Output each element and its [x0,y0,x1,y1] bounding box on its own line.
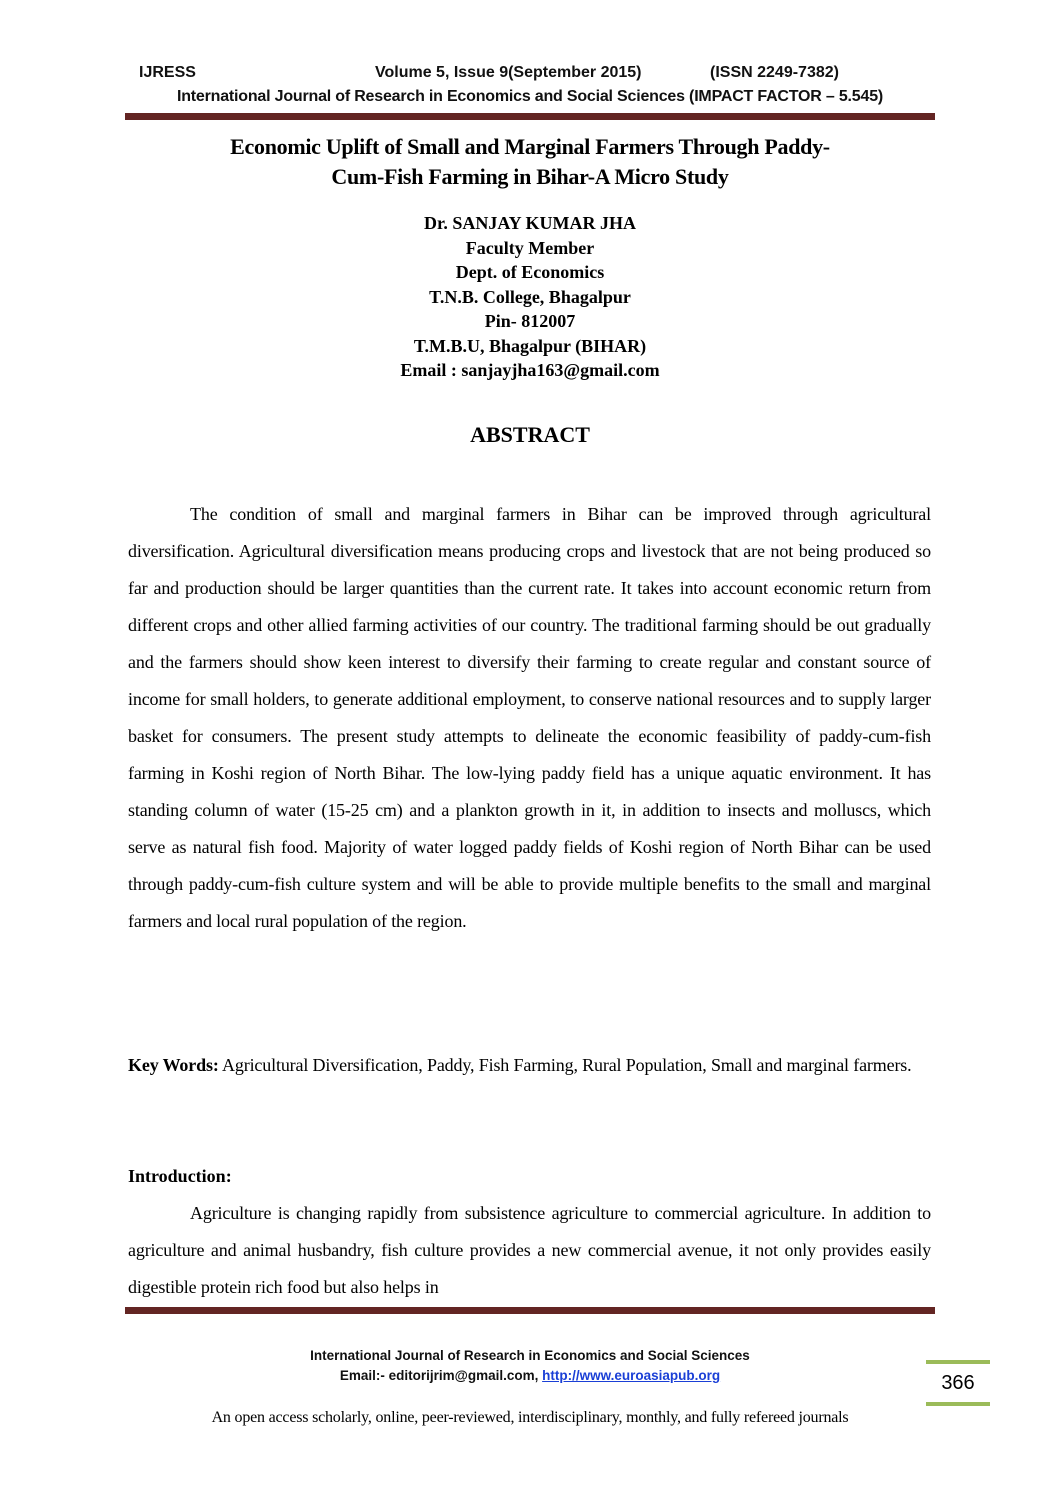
keywords [128,1047,931,1084]
introduction-heading: Introduction: [128,1166,232,1186]
author-university: T.M.B.U, Bhagalpur (BIHAR) [413,335,647,356]
author-college: T.N.B. College, Bhagalpur [429,286,631,307]
introduction-text: Agriculture is changing rapidly from subsistence agriculture to commercial agriculture. In addition to agriculture and animal husbandry, fish culture provides a new commercial avenue, it not only provides easily digestible protein rich food but also helps in [128,1203,931,1297]
author-block [125,211,935,383]
header-rule [125,113,935,120]
running-header [125,64,935,84]
footer-journal-name: International Journal of Research in Economics and Social Sciences [310,1348,750,1363]
keywords-label: Key Words: [128,1055,219,1075]
footer-email: Email:- editorijrim@gmail.com, [339,1368,543,1383]
footer-tagline: An open access scholarly, online, peer-reviewed, interdisciplinary, monthly, and fully refereed journals [211,1409,849,1426]
title-line-1: Economic Uplift of Small and Marginal Farmers Through Paddy- [230,134,830,159]
page-number: 366 [926,1360,990,1406]
footer-website-link[interactable]: http://www.euroasiapub.org [542,1368,721,1383]
footer-journal-info [125,1346,935,1386]
footer-rule [125,1307,935,1314]
abstract-text: The condition of small and marginal farmers in Bihar can be improved through agricultural diversification. Agricultural diversification means producing crops and livestock that are not being produced so far and production should be larger quantities than the current rate. It takes into account economic return from different crops and other allied farming activities of our country. The traditional farming should be out gradually and the farmers should show keen interest to diversify their farming to create regular and constant source of income for small holders, to generate additional employment, to conserve national resources and to supply larger basket for consumers. The present study attempts to delineate the economic feasibility of paddy-cum-fish farming in Koshi region of North Bihar. The low-lying paddy field has a unique aquatic environment. It has standing column of water (15-25 cm) and a plankton growth in it, in addition to insects and molluscs, which serve as natural fish food. Majority of water logged paddy fields of Koshi region of North Bihar can be used through paddy-cum-fish culture system and will be able to provide multiple benefits to the small and marginal farmers and local rural population of the region. [128,504,931,931]
issn: (ISSN 2249-7382) [710,64,839,81]
title-line-2: Cum-Fish Farming in Bihar-A Micro Study [331,164,729,189]
introduction-body [128,1195,931,1306]
author-name: Dr. SANJAY KUMAR JHA [423,213,636,233]
abstract-heading: ABSTRACT [470,422,590,447]
author-department: Dept. of Economics [455,262,605,282]
keywords-text: Agricultural Diversification, Paddy, Fish Farming, Rural Population, Small and marginal farmers. [218,1055,912,1075]
abstract-body [128,496,931,940]
author-position: Faculty Member [465,237,595,258]
volume-issue: Volume 5, Issue 9(September 2015) [375,64,642,81]
author-pin: Pin- 812007 [484,311,576,331]
journal-abbreviation: IJRESS [139,64,196,81]
journal-full-title: International Journal of Research in Economics and Social Sciences (IMPACT FACTOR – 5.545) [176,88,884,105]
paper-title [125,132,935,192]
author-email: Email : sanjayjha163@gmail.com [400,360,660,380]
footer-contact [125,1366,935,1386]
